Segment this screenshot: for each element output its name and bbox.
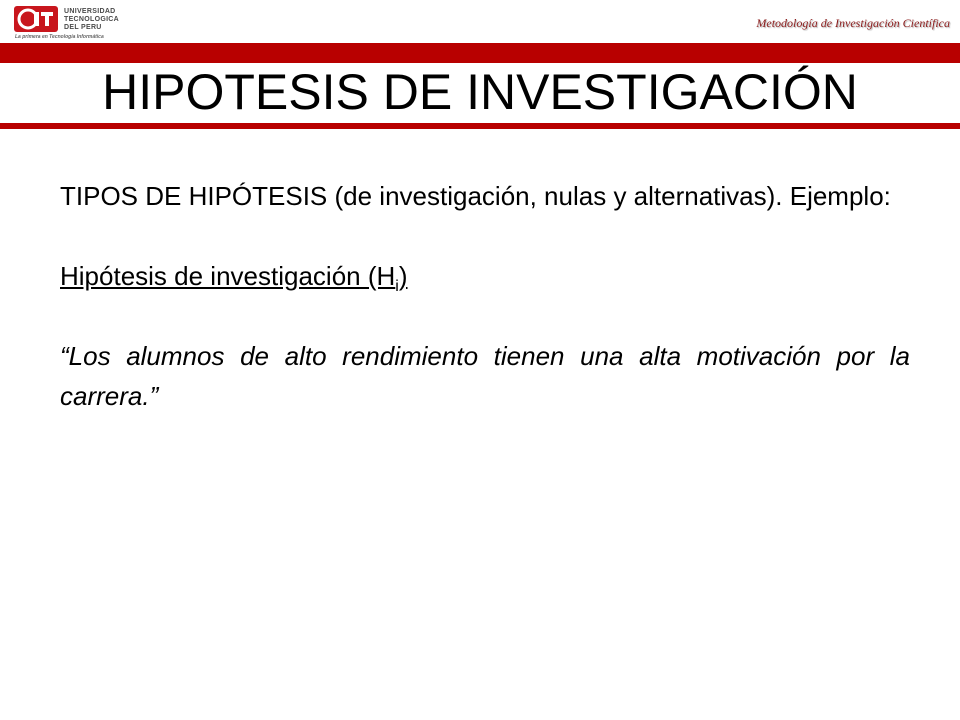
slide-body (60, 176, 910, 416)
slide-title: HIPOTESIS DE INVESTIGACIÓN (102, 64, 858, 120)
logo-line-2: TECNOLOGICA (64, 16, 120, 23)
intro-paragraph: TIPOS DE HIPÓTESIS (de investigación, nulas y alternativas). Ejemplo: (60, 181, 891, 211)
course-caption: Metodología de Investigación Científica (756, 16, 950, 30)
hypothesis-heading (60, 256, 910, 296)
logo-line-1: UNIVERSIDAD (64, 8, 116, 15)
hypothesis-label: Hipótesis de investigación (H (60, 261, 396, 291)
logo-wordmark (64, 8, 159, 32)
hypothesis-close-paren: ) (398, 261, 408, 291)
hypothesis-subscript: i (395, 278, 399, 296)
spacer (60, 296, 910, 336)
utp-emblem-icon (14, 4, 60, 34)
logo-line-3: DEL PERU (64, 24, 102, 31)
logo-tagline: La primera en Tecnología Informática (15, 34, 104, 40)
example-quote: “Los alumnos de alto rendimiento tienen una alta motivación por la carrera.” (60, 341, 910, 411)
spacer (60, 216, 910, 256)
title-underline-bar (0, 123, 960, 129)
utp-logo (14, 4, 154, 40)
